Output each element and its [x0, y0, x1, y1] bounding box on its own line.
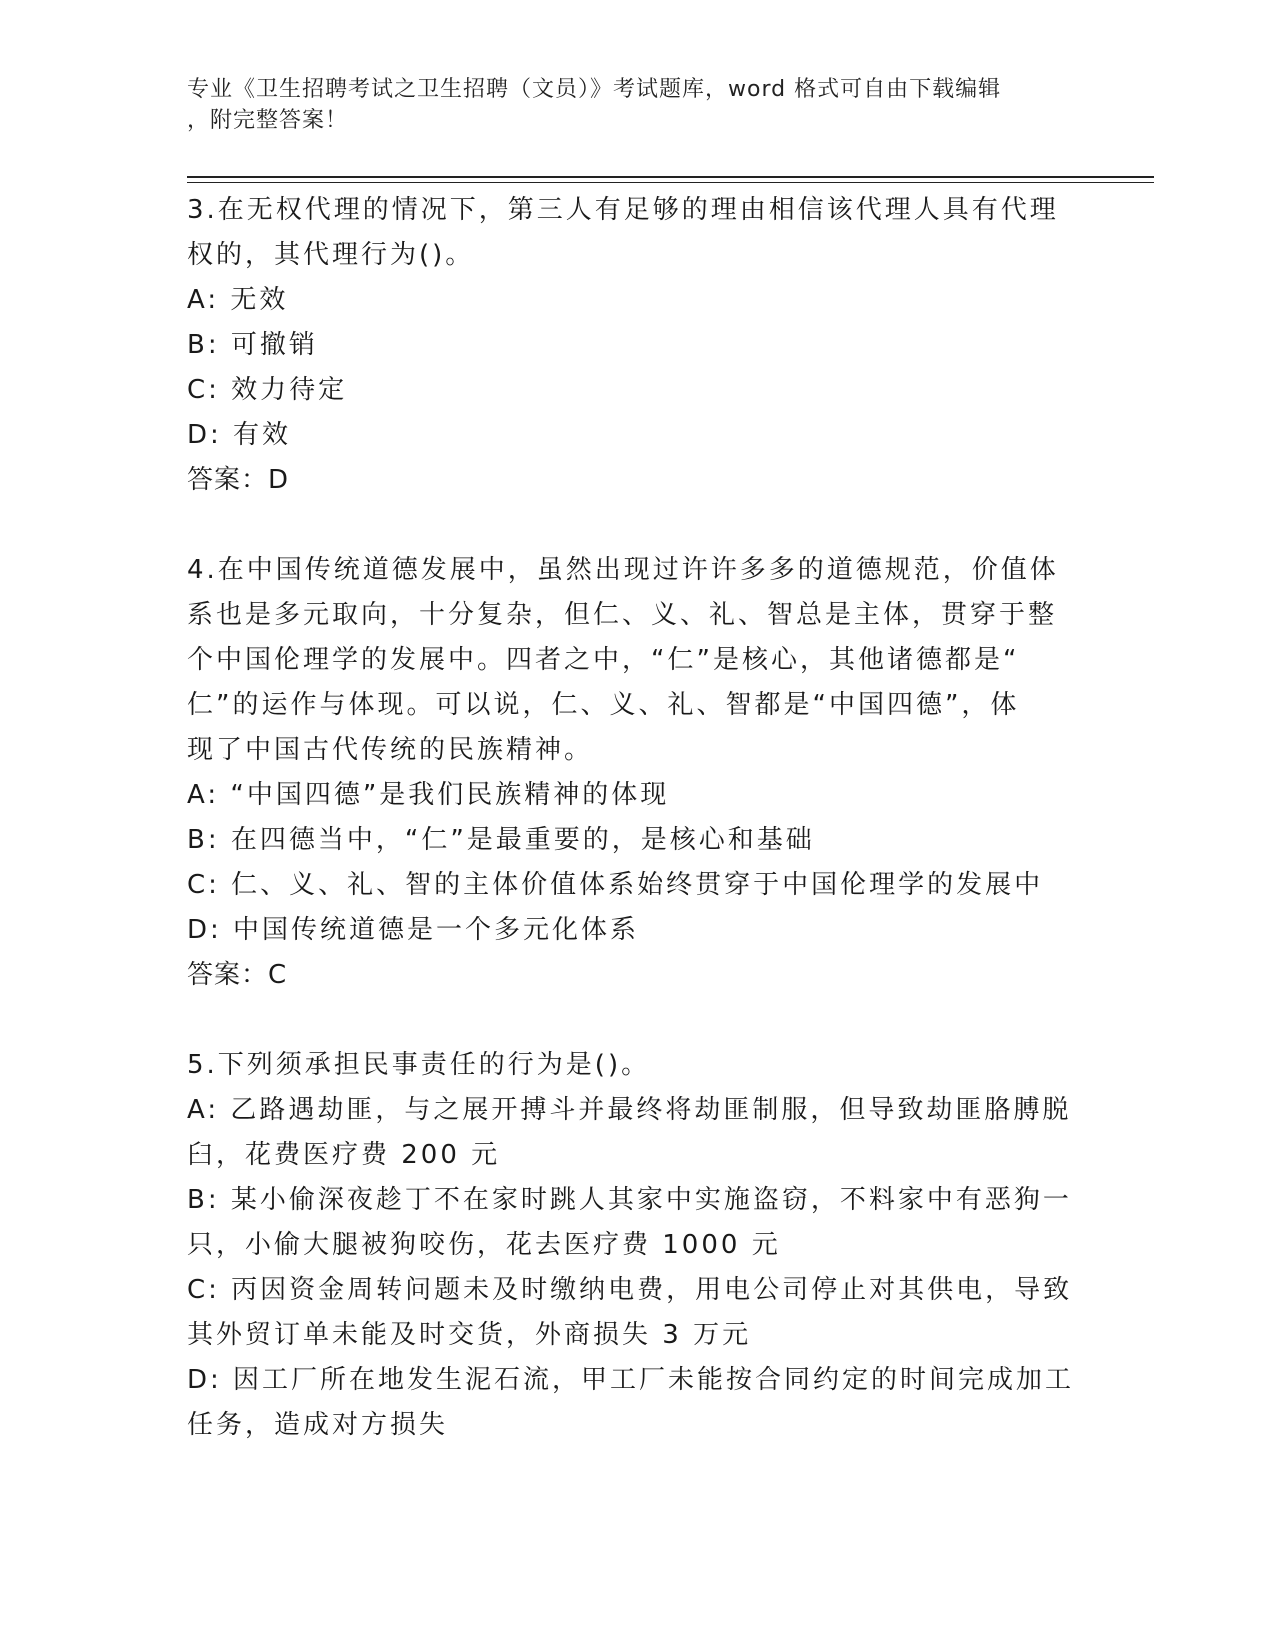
question-stem-line: 5.下列须承担民事责任的行为是()。: [187, 1050, 651, 1080]
header-line-2: ，附完整答案！: [187, 108, 349, 133]
option-c-continued: 其外贸订单未能及时交货，外商损失 3 万元: [187, 1320, 752, 1350]
question-stem-line: 个中国伦理学的发展中。四者之中，“仁”是核心，其他诸德都是“: [187, 645, 1020, 675]
question-list: [187, 188, 1087, 1448]
option-c: C: 丙因资金周转问题未及时缴纳电费，用电公司停止对其供电，导致: [187, 1275, 1073, 1305]
question-3: [187, 188, 1087, 503]
option-d: D: 因工厂所在地发生泥石流，甲工厂未能按合同约定的时间完成加工: [187, 1365, 1075, 1395]
option-d: D: 有效: [187, 420, 292, 450]
header-divider-thin: [187, 182, 1154, 183]
option-c: C: 仁、义、礼、智的主体价值体系始终贯穿于中国伦理学的发展中: [187, 870, 1044, 900]
header-divider-thick: [187, 176, 1154, 178]
spacer: [187, 998, 1087, 1043]
question-stem-line: 权的，其代理行为()。: [187, 240, 475, 270]
question-stem-line: 4.在中国传统道德发展中，虽然出现过许许多多的道德规范，价值体: [187, 555, 1059, 585]
option-a-continued: 臼，花费医疗费 200 元: [187, 1140, 501, 1170]
option-a: A: 乙路遇劫匪，与之展开搏斗并最终将劫匪制服，但导致劫匪胳膊脱: [187, 1095, 1072, 1125]
option-c: C: 效力待定: [187, 375, 348, 405]
option-a: A: 无效: [187, 285, 289, 315]
option-b: B: 可撤销: [187, 330, 318, 360]
spacer: [187, 503, 1087, 548]
document-header: [187, 74, 1067, 136]
question-4: [187, 548, 1087, 998]
question-stem-line: 3.在无权代理的情况下，第三人有足够的理由相信该代理人具有代理: [187, 195, 1059, 225]
option-b: B: 某小偷深夜趁丁不在家时跳人其家中实施盗窃，不料家中有恶狗一: [187, 1185, 1072, 1215]
option-a: A: “中国四德”是我们民族精神的体现: [187, 780, 670, 810]
option-b: B: 在四德当中，“仁”是最重要的，是核心和基础: [187, 825, 815, 855]
answer-label: 答案：D: [187, 465, 290, 495]
option-d: D: 中国传统道德是一个多元化体系: [187, 915, 640, 945]
question-stem-line: 仁”的运作与体现。可以说，仁、义、礼、智都是“中国四德”，体: [187, 690, 1020, 720]
option-b-continued: 只，小偷大腿被狗咬伤，花去医疗费 1000 元: [187, 1230, 781, 1260]
header-line-1: 专业《卫生招聘考试之卫生招聘（文员）》考试题库，word 格式可自由下载编辑: [187, 77, 1002, 102]
answer-label: 答案：C: [187, 960, 288, 990]
question-5: [187, 1043, 1087, 1448]
question-stem-line: 现了中国古代传统的民族精神。: [187, 735, 594, 765]
question-stem-line: 系也是多元取向，十分复杂，但仁、义、礼、智总是主体，贯穿于整: [187, 600, 1058, 630]
option-d-continued: 任务，造成对方损失: [187, 1410, 449, 1440]
